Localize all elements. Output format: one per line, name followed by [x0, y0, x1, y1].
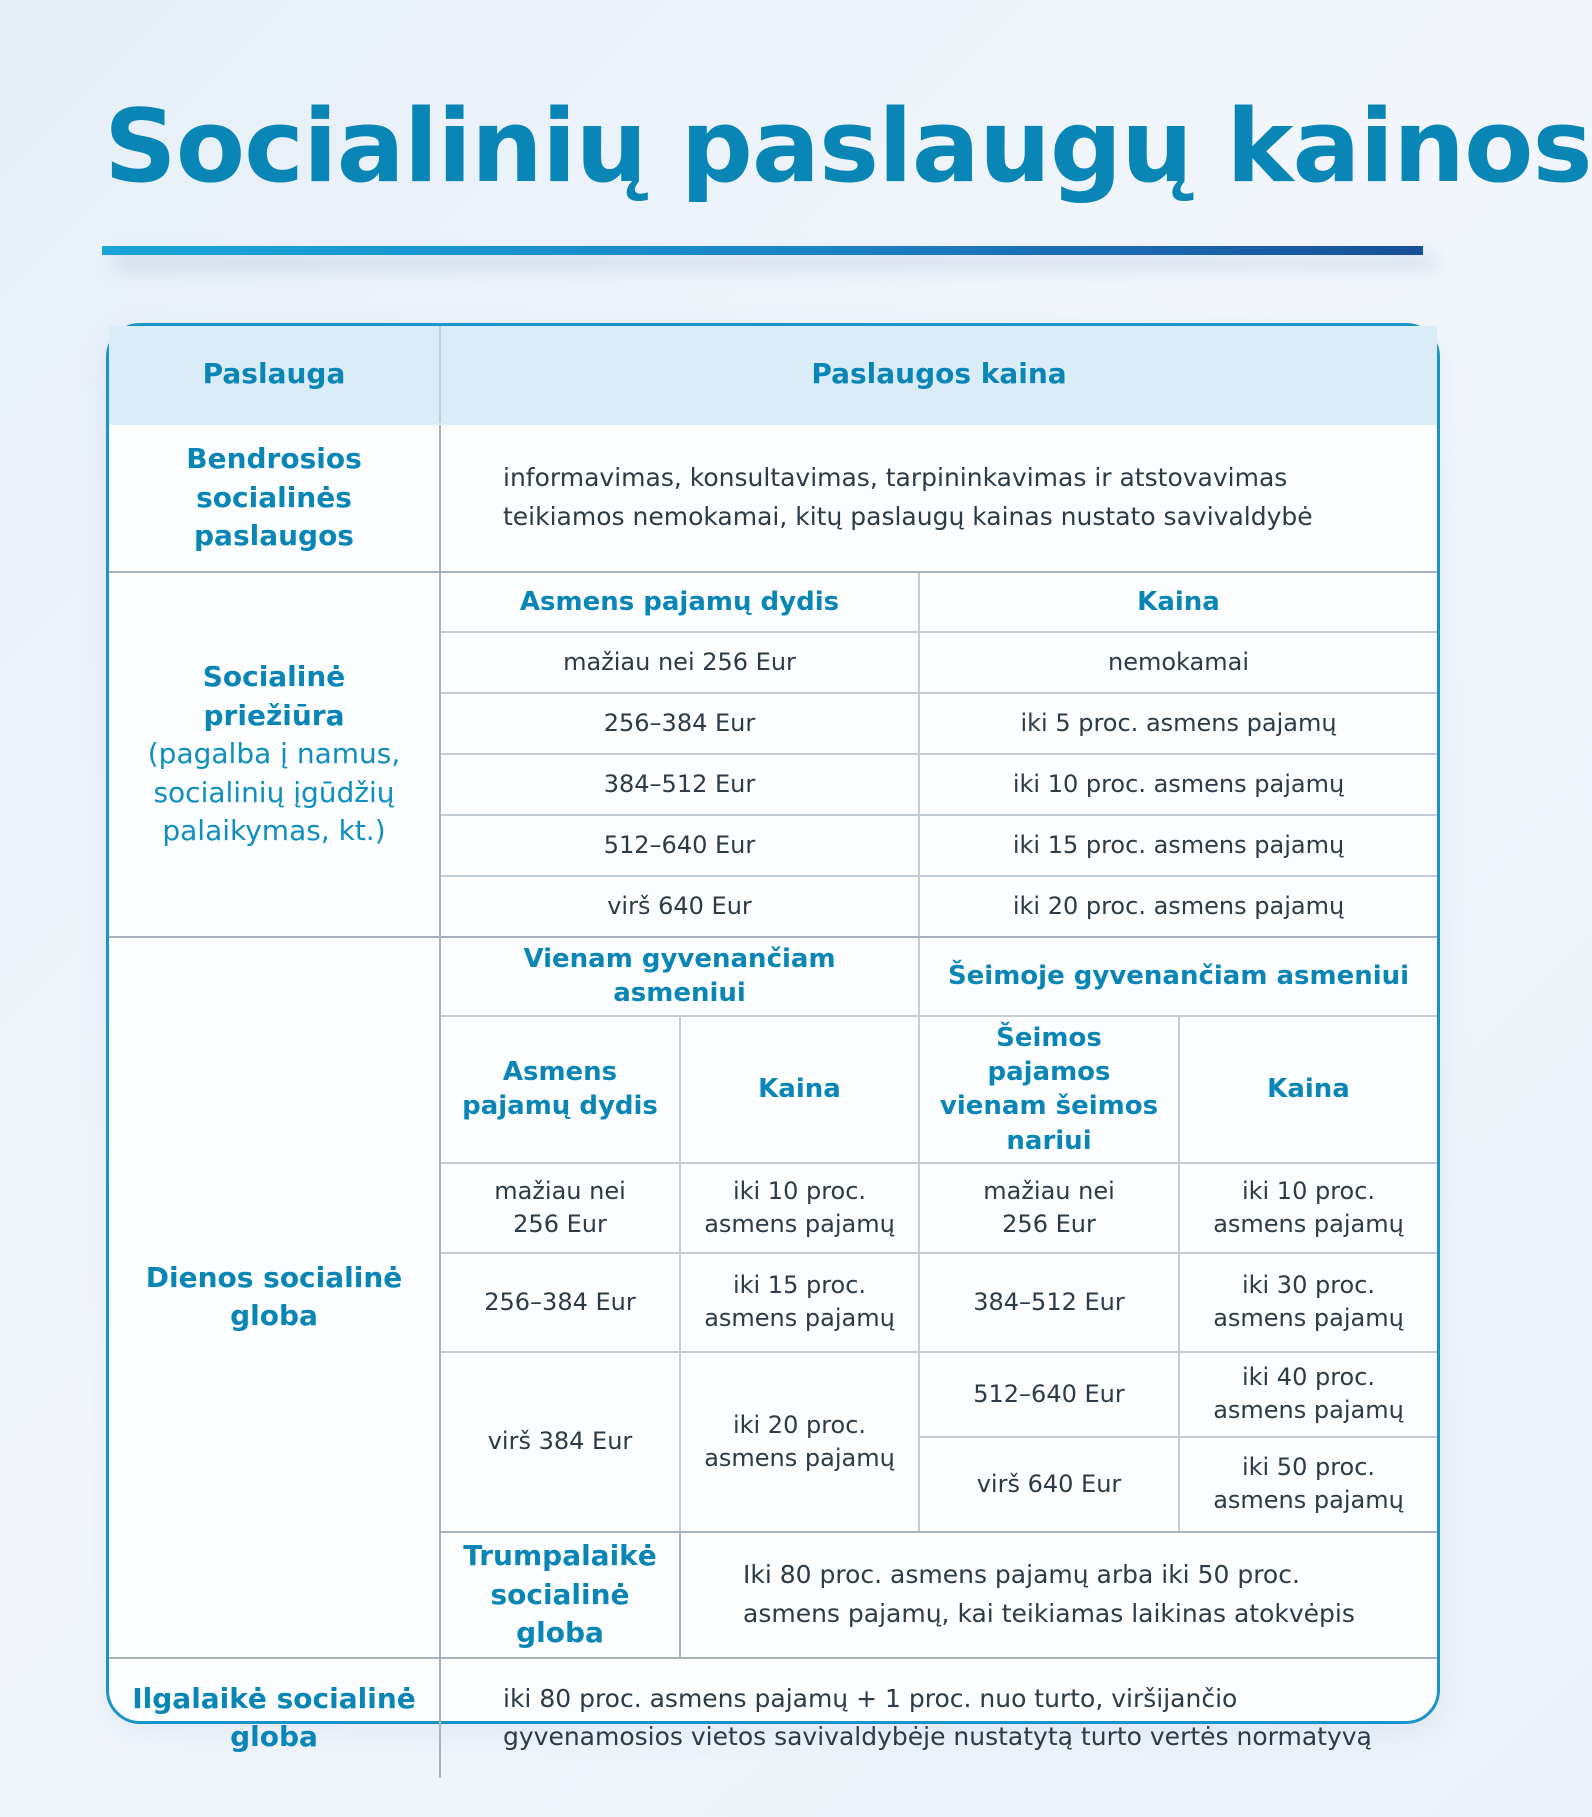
day-single-header: Vienam gyvenančiam asmeniui: [440, 937, 919, 1016]
page-title: Socialinių paslaugų kainos: [104, 87, 1592, 205]
table-header-row: [109, 326, 1437, 424]
title-underline: [102, 246, 1423, 255]
day-family-income-cell: virš 640 Eur: [919, 1437, 1179, 1532]
care-price-cell: iki 10 proc. asmens pajamų: [919, 754, 1437, 815]
price-table-container: [106, 323, 1440, 1754]
row-long-term-care: [109, 1658, 1437, 1778]
service-social-care-note: (pagalba į namus, socialinių įgūdžių palaikymas, kt.): [147, 737, 401, 848]
day-single-income-cell: mažiau nei 256 Eur: [440, 1163, 680, 1253]
care-price-cell: iki 20 proc. asmens pajamų: [919, 876, 1437, 937]
care-price-cell: iki 5 proc. asmens pajamų: [919, 693, 1437, 754]
care-income-header: Asmens pajamų dydis: [440, 572, 919, 632]
row-general-services: [109, 424, 1437, 572]
care-income-cell: 384–512 Eur: [440, 754, 919, 815]
long-term-care-price: iki 80 proc. asmens pajamų + 1 proc. nuo turto, viršijančio gyvenamosios vietos savivaldybėje nustatytą turto vertės normatyvą: [440, 1658, 1437, 1778]
care-price-cell: nemokamai: [919, 632, 1437, 693]
day-single-price-cell: iki 10 proc. asmens pajamų: [680, 1163, 919, 1253]
day-single-price-cell: iki 15 proc. asmens pajamų: [680, 1253, 919, 1352]
day-single-income-cell: virš 384 Eur: [440, 1352, 680, 1532]
care-income-cell: virš 640 Eur: [440, 876, 919, 937]
day-family-header: Šeimoje gyvenančiam asmeniui: [919, 937, 1437, 1016]
day-single-income-cell: 256–384 Eur: [440, 1253, 680, 1352]
day-family-income-cell: 384–512 Eur: [919, 1253, 1179, 1352]
day-family-income-cell: 512–640 Eur: [919, 1352, 1179, 1437]
day-family-price-cell: iki 10 proc. asmens pajamų: [1179, 1163, 1437, 1253]
day-family-price-cell: iki 50 proc. asmens pajamų: [1179, 1437, 1437, 1532]
care-price-header: Kaina: [919, 572, 1437, 632]
price-table: [109, 326, 1437, 1778]
day-group-header-row: [109, 937, 1437, 1016]
day-single-income-header: Asmens pajamų dydis: [440, 1016, 680, 1163]
care-income-cell: 512–640 Eur: [440, 815, 919, 876]
general-services-price: informavimas, konsultavimas, tarpininkavimas ir atstovavimas teikiamos nemokamai, kitų paslaugų kainas nustato savivaldybė: [440, 424, 1437, 572]
day-family-price-header: Kaina: [1179, 1016, 1437, 1163]
day-single-price-header: Kaina: [680, 1016, 919, 1163]
service-general: Bendrosios socialinės paslaugos: [109, 424, 440, 572]
day-family-income-header: Šeimos pajamos vienam šeimos nariui: [919, 1016, 1179, 1163]
care-subheader-row: [109, 572, 1437, 632]
day-family-price-cell: iki 40 proc. asmens pajamų: [1179, 1352, 1437, 1437]
day-single-price-cell: iki 20 proc. asmens pajamų: [680, 1352, 919, 1532]
day-family-price-cell: iki 30 proc. asmens pajamų: [1179, 1253, 1437, 1352]
service-social-care-title: Socialinė priežiūra: [202, 659, 346, 732]
care-income-cell: mažiau nei 256 Eur: [440, 632, 919, 693]
service-day-care: Dienos socialinė globa: [109, 937, 440, 1658]
service-long-term-care: Ilgalaikė socialinė globa: [109, 1658, 440, 1778]
service-short-term-care: Trumpalaikė socialinė globa: [440, 1532, 680, 1658]
care-price-cell: iki 15 proc. asmens pajamų: [919, 815, 1437, 876]
header-price: Paslaugos kaina: [440, 326, 1437, 424]
service-social-care: [109, 572, 440, 937]
short-term-care-price: Iki 80 proc. asmens pajamų arba iki 50 proc. asmens pajamų, kai teikiamas laikinas atokvėpis: [680, 1532, 1437, 1658]
care-income-cell: 256–384 Eur: [440, 693, 919, 754]
header-service: Paslauga: [109, 326, 440, 424]
day-family-income-cell: mažiau nei 256 Eur: [919, 1163, 1179, 1253]
